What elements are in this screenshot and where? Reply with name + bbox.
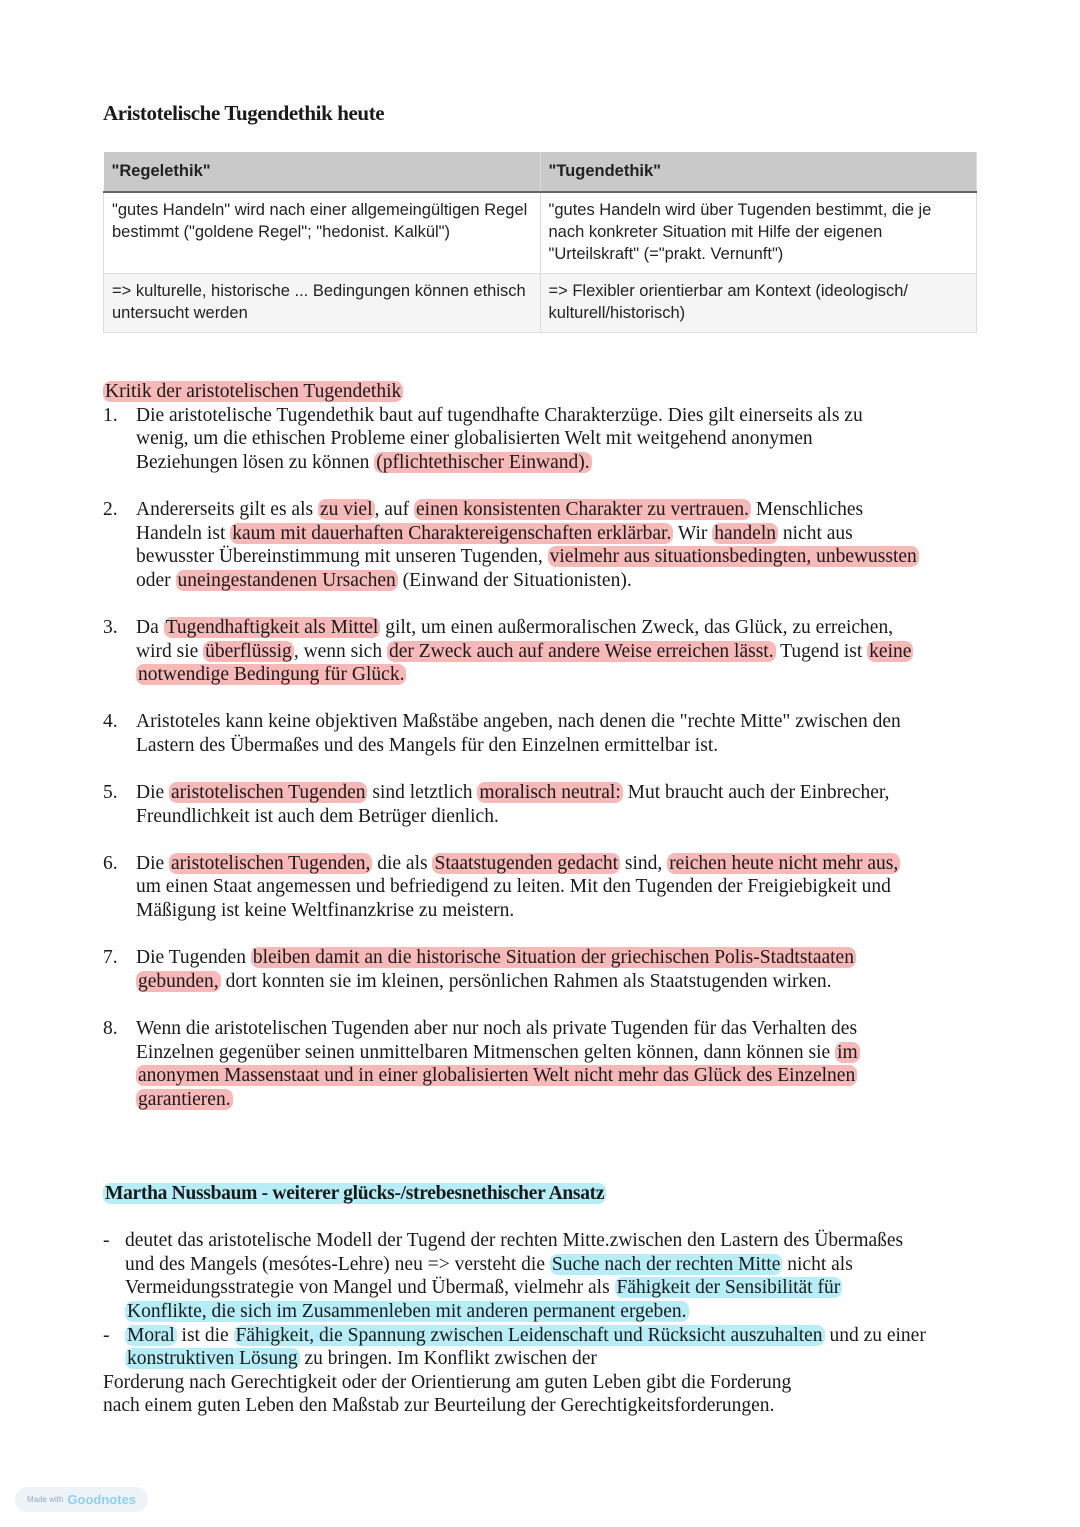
text-line <box>136 805 889 829</box>
list-item <box>103 710 919 757</box>
text-segment: Die Tugenden <box>136 947 251 969</box>
list-item <box>103 946 919 993</box>
text-line <box>136 1017 860 1041</box>
highlighted-text: gebunden, <box>138 970 219 992</box>
text-segment: , auf <box>374 498 415 520</box>
table-row <box>104 274 977 333</box>
text-line <box>136 1041 860 1065</box>
list-item <box>103 616 919 687</box>
highlighted-text: anonymen Massenstaat und in einer globalisierten Welt nicht mehr das Glück des Einzelnen <box>138 1065 856 1087</box>
highlighted-text: aristotelischen Tugenden, <box>171 852 371 874</box>
highlighted-text: garantieren. <box>138 1088 231 1110</box>
text-line <box>125 1324 926 1348</box>
highlighted-text: keine <box>869 640 912 662</box>
text-segment: Die aristotelische Tugendethik baut auf tugendhafte Charakterzüge. Dies gilt einerseits als zu <box>136 404 863 426</box>
highlighted-text: aristotelischen Tugenden <box>171 782 366 804</box>
closing-line: Forderung nach Gerechtigkeit oder der Orientierung am guten Leben gibt die Forderung <box>103 1371 792 1393</box>
highlighted-text: Tugendhaftigkeit als Mittel <box>165 616 379 638</box>
text-segment: wenig, um die ethischen Probleme einer globalisierten Welt mit weitgehend anonymen <box>136 428 813 450</box>
table-cell: "gutes Handeln" wird nach einer allgemeingültigen Regel bestimmt ("goldene Regel"; "hedonist. Kalkül") <box>104 192 541 274</box>
text-line <box>136 522 919 546</box>
text-line <box>125 1229 903 1253</box>
closing-line: nach einem guten Leben den Maßstab zur Beurteilung der Gerechtigkeitsforderungen. <box>103 1395 775 1417</box>
text-line <box>136 569 919 593</box>
text-line <box>136 498 919 522</box>
text-line <box>125 1300 903 1324</box>
page-title: Aristotelische Tugendethik heute <box>103 101 385 125</box>
bullet-dash: - <box>103 1324 110 1346</box>
text-segment: Einzelnen gegenüber seinen unmittelbaren Mitmenschen gelten können, dann können sie <box>136 1041 836 1063</box>
text-line <box>136 1088 860 1112</box>
section-heading: Kritik der aristotelischen Tugendethik <box>105 381 402 402</box>
highlighted-text: reichen heute nicht mehr aus, <box>669 852 899 874</box>
text-segment: Die <box>136 852 170 874</box>
bullet-item <box>103 1324 926 1371</box>
kritik-section <box>103 380 919 1135</box>
list-item <box>103 404 919 475</box>
badge-prefix: Made with <box>26 1495 64 1504</box>
highlighted-text: kaum mit dauerhaften Charaktereigenschaften erklärbar. <box>232 522 672 544</box>
text-segment: bewusster Übereinstimmung mit unseren Tugenden, <box>136 546 548 568</box>
text-segment: die als <box>372 852 433 874</box>
text-segment: (Einwand der Situationisten). <box>397 569 632 591</box>
text-line <box>125 1276 903 1300</box>
highlighted-text: Staatstugenden gedacht <box>434 852 619 874</box>
item-number: 5. <box>103 782 118 804</box>
highlighted-text: bleiben damit an die historische Situation der griechischen Polis-Stadtstaaten <box>252 947 854 969</box>
column-header: "Regelethik" <box>104 152 541 192</box>
table-row <box>104 192 977 274</box>
text-line <box>136 616 913 640</box>
text-segment: Menschliches <box>751 498 864 520</box>
text-segment: und des Mangels (mesótes-Lehre) neu => versteht die <box>125 1253 550 1275</box>
highlighted-text: moralisch neutral: <box>479 782 621 804</box>
text-segment: oder <box>136 569 176 591</box>
bullet-item <box>103 1229 926 1323</box>
text-segment: Mäßigung ist keine Weltfinanzkrise zu meistern. <box>136 900 515 922</box>
text-segment: Lastern des Übermaßes und des Mangels für den Einzelnen ermittelbar ist. <box>136 734 719 756</box>
text-segment: Tugend ist <box>775 640 868 662</box>
highlighted-text: handeln <box>714 522 776 544</box>
kritik-list <box>103 404 919 1112</box>
text-segment: wird sie <box>136 640 204 662</box>
bullet-dash: - <box>103 1230 110 1252</box>
text-segment: Andererseits gilt es als <box>136 498 318 520</box>
text-line <box>136 663 913 687</box>
item-number: 2. <box>103 498 118 520</box>
text-line <box>136 946 856 970</box>
highlighted-text: vielmehr aus situationsbedingten, unbewussten <box>549 546 917 568</box>
text-segment: Aristoteles kann keine objektiven Maßstäbe angeben, nach denen die "rechte Mitte" zwischen den <box>136 711 901 733</box>
highlighted-text: konstruktiven Lösung <box>127 1348 298 1370</box>
table-cell: => Flexibler orientierbar am Kontext (ideologisch/ kulturell/historisch) <box>540 274 977 333</box>
text-line <box>136 640 913 664</box>
text-line <box>136 852 900 876</box>
item-number: 1. <box>103 404 118 426</box>
text-line <box>136 970 856 994</box>
text-segment: Mut braucht auch der Einbrecher, <box>622 782 890 804</box>
text-segment: deutet das aristotelische Modell der Tugend der rechten Mitte.zwischen den Lastern des Übermaßes <box>125 1230 904 1252</box>
highlighted-text: im <box>837 1041 858 1063</box>
item-number: 7. <box>103 947 118 969</box>
text-segment: ist die <box>176 1324 234 1346</box>
table-cell: "gutes Handeln wird über Tugenden bestimmt, die je nach konkreter Situation mit Hilfe der eigenen "Urteilskraft" (="prakt. Vernunft") <box>540 192 977 274</box>
badge-brand: Goodnotes <box>67 1492 137 1507</box>
text-line <box>125 1347 926 1371</box>
highlighted-text: überflüssig <box>205 640 292 662</box>
highlighted-text: (pflichtethischer Einwand). <box>376 451 590 473</box>
comparison-table <box>103 152 977 333</box>
highlighted-text: uneingestandenen Ursachen <box>177 569 396 591</box>
list-item <box>103 781 919 828</box>
highlighted-text: Fähigkeit der Sensibilität für <box>616 1277 841 1299</box>
text-line <box>136 404 863 428</box>
table-header-row <box>104 152 977 192</box>
item-number: 3. <box>103 616 118 638</box>
text-segment: und zu einer <box>824 1324 926 1346</box>
nussbaum-section <box>103 1182 926 1418</box>
text-line <box>125 1253 903 1277</box>
text-line <box>136 710 901 734</box>
highlighted-text: Fähigkeit, die Spannung zwischen Leidenschaft und Rücksicht auszuhalten <box>235 1324 823 1346</box>
nussbaum-bullets <box>103 1229 926 1371</box>
column-header: "Tugendethik" <box>540 152 977 192</box>
table-cell: => kulturelle, historische ... Bedingungen können ethisch untersucht werden <box>104 274 541 333</box>
text-segment: sind, <box>620 852 668 874</box>
text-segment: Freundlichkeit ist auch dem Betrüger dienlich. <box>136 805 499 827</box>
goodnotes-badge <box>15 1487 148 1512</box>
item-number: 6. <box>103 852 118 874</box>
text-line <box>136 734 901 758</box>
highlighted-text: Konflikte, die sich im Zusammenleben mit anderen permanent ergeben. <box>127 1300 687 1322</box>
text-segment: nicht als <box>782 1253 853 1275</box>
text-segment: Die <box>136 782 170 804</box>
text-segment: Handeln ist <box>136 522 231 544</box>
text-line <box>136 1064 860 1088</box>
text-line <box>136 899 900 923</box>
list-item <box>103 852 919 923</box>
highlighted-text: Suche nach der rechten Mitte <box>551 1253 781 1275</box>
section-heading: Martha Nussbaum - weiterer glücks-/strebesnethischer Ansatz <box>105 1183 605 1204</box>
text-segment: dort konnten sie im kleinen, persönlichen Rahmen als Staatstugenden wirken. <box>220 970 832 992</box>
text-segment: gilt, um einen außermoralischen Zweck, das Glück, zu erreichen, <box>380 616 894 638</box>
text-segment: Beziehungen lösen zu können <box>136 451 375 473</box>
list-item <box>103 1017 919 1111</box>
text-line <box>136 427 863 451</box>
text-line <box>136 451 863 475</box>
item-number: 8. <box>103 1018 118 1040</box>
text-segment: zu bringen. Im Konflikt zwischen der <box>299 1348 597 1370</box>
highlighted-text: einen konsistenten Charakter zu vertrauen. <box>416 498 750 520</box>
highlighted-text: Moral <box>127 1324 175 1346</box>
text-line <box>136 545 919 569</box>
highlighted-text: zu viel <box>319 498 373 520</box>
highlighted-text: der Zweck auch auf andere Weise erreichen lässt. <box>388 640 774 662</box>
item-number: 4. <box>103 711 118 733</box>
text-segment: Da <box>136 616 164 638</box>
text-segment: Wir <box>673 522 713 544</box>
text-segment: sind letztlich <box>367 782 478 804</box>
text-segment: nicht aus <box>778 522 853 544</box>
text-line <box>136 875 900 899</box>
text-segment: , wenn sich <box>293 640 387 662</box>
text-line <box>136 781 889 805</box>
text-segment: um einen Staat angemessen und befriedigend zu leiten. Mit den Tugenden der Freigiebigkeit und <box>136 876 891 898</box>
text-segment: Wenn die aristotelischen Tugenden aber nur noch als private Tugenden für das Verhalten des <box>136 1018 858 1040</box>
text-segment: Vermeidungsstrategie von Mangel und Übermaß, vielmehr als <box>125 1277 615 1299</box>
highlighted-text: notwendige Bedingung für Glück. <box>138 664 405 686</box>
list-item <box>103 498 919 592</box>
